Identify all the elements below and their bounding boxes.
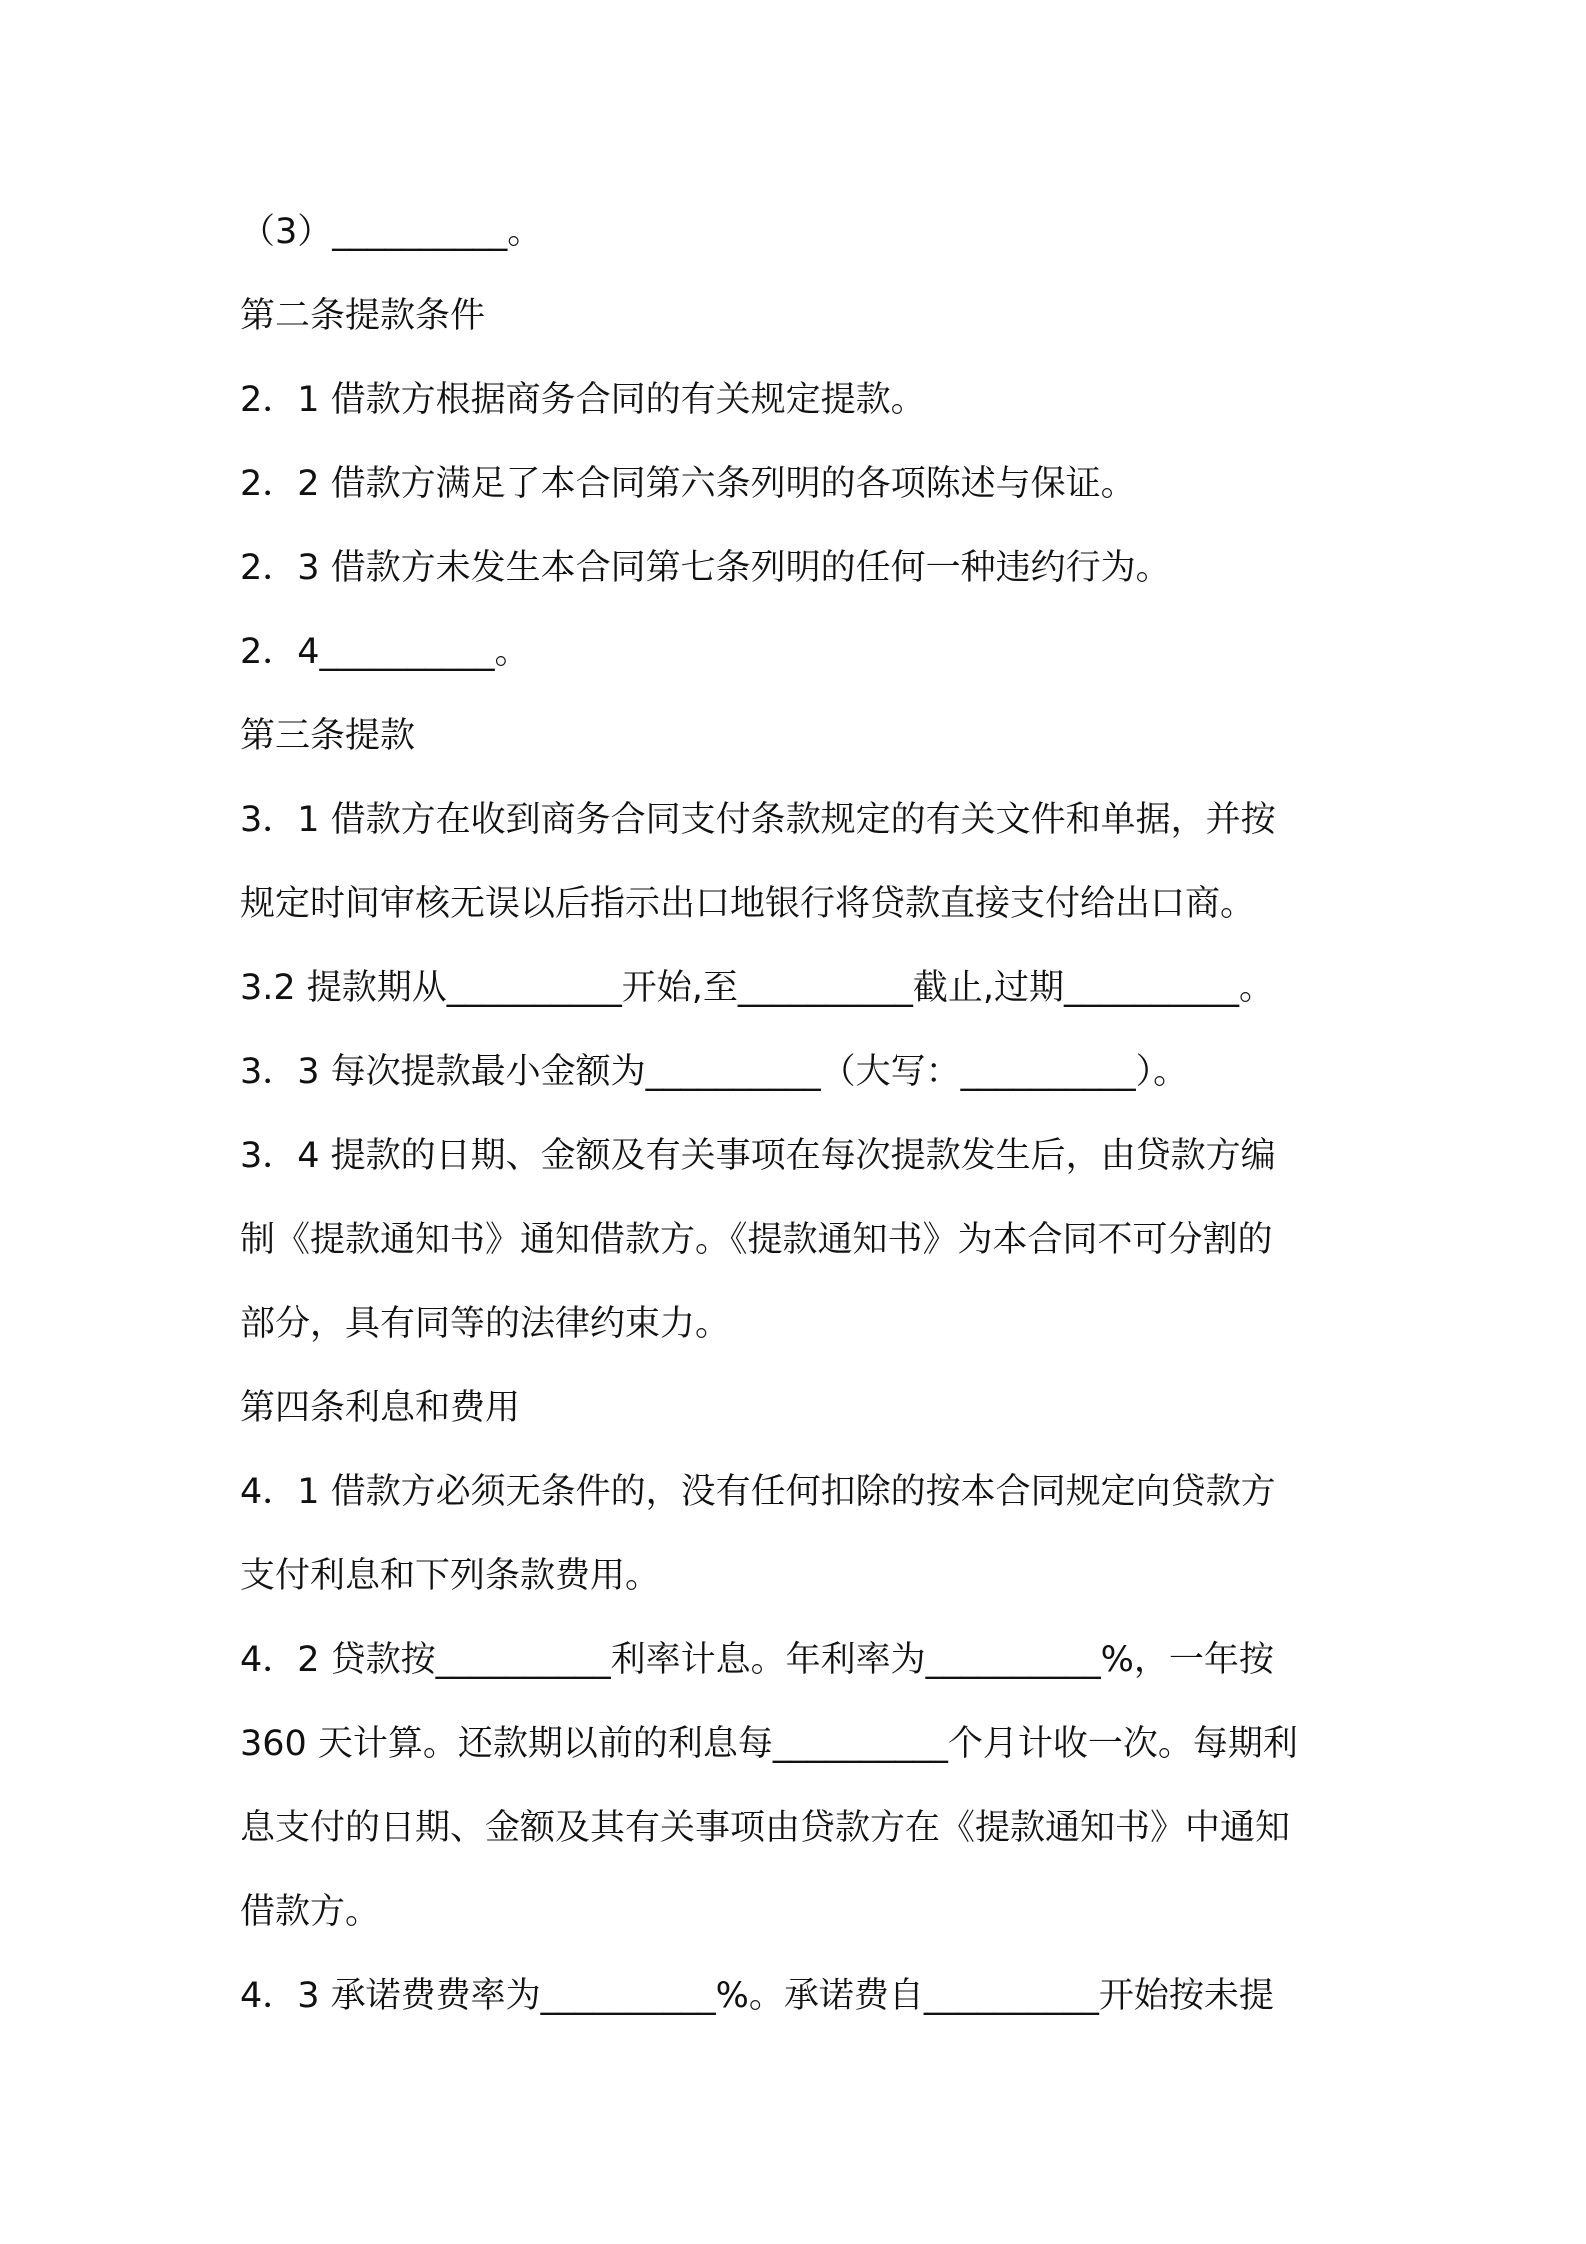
clause-3-4-line-3: 部分，具有同等的法律约束力。 [240,1304,731,1344]
clause-4-1-line-1: 4．1 借款方必须无条件的，没有任何扣除的按本合同规定向贷款方 [240,1472,1276,1512]
clause-3-4-line-2: 制《提款通知书》通知借款方。《提款通知书》为本合同不可分割的 [240,1220,1273,1260]
clause-4-2-line-2: 360 天计算。还款期以前的利息每__________个月计收一次。每期利 [240,1724,1298,1764]
clause-2-3: 2．3 借款方未发生本合同第七条列明的任何一种违约行为。 [240,548,1171,588]
clause-4-2-line-4: 借款方。 [240,1892,381,1932]
clause-3-3: 3．3 每次提款最小金额为__________（大写：__________）。 [240,1052,1189,1092]
clause-3-1-line-2: 规定时间审核无误以后指示出口地银行将贷款直接支付给出口商。 [240,884,1256,924]
section-4-heading: 第四条利息和费用 [240,1388,521,1428]
clause-3-1-line-1: 3．1 借款方在收到商务合同支付条款规定的有关文件和单据，并按 [240,800,1276,840]
clause-2-2: 2．2 借款方满足了本合同第六条列明的各项陈述与保证。 [240,464,1136,504]
section-2-heading: 第二条提款条件 [240,296,486,336]
clause-2-1: 2．1 借款方根据商务合同的有关规定提款。 [240,380,926,420]
item-3-blank: （3）__________。 [240,212,543,252]
clause-4-2-line-1: 4．2 贷款按__________利率计息。年利率为__________%，一年按 [240,1640,1274,1680]
document-body [240,190,1360,2038]
clause-4-3: 4．3 承诺费费率为__________%。承诺费自__________开始按未提 [240,1976,1274,2016]
clause-4-1-line-2: 支付利息和下列条款费用。 [240,1556,661,1596]
clause-4-2-line-3: 息支付的日期、金额及其有关事项由贷款方在《提款通知书》中通知 [240,1808,1291,1848]
clause-3-2: 3.2 提款期从__________开始,至__________截止,过期__________。 [240,968,1275,1008]
section-3-heading: 第三条提款 [240,716,416,756]
clause-3-4-line-1: 3．4 提款的日期、金额及有关事项在每次提款发生后，由贷款方编 [240,1136,1276,1176]
clause-2-4: 2．4__________。 [240,632,530,672]
